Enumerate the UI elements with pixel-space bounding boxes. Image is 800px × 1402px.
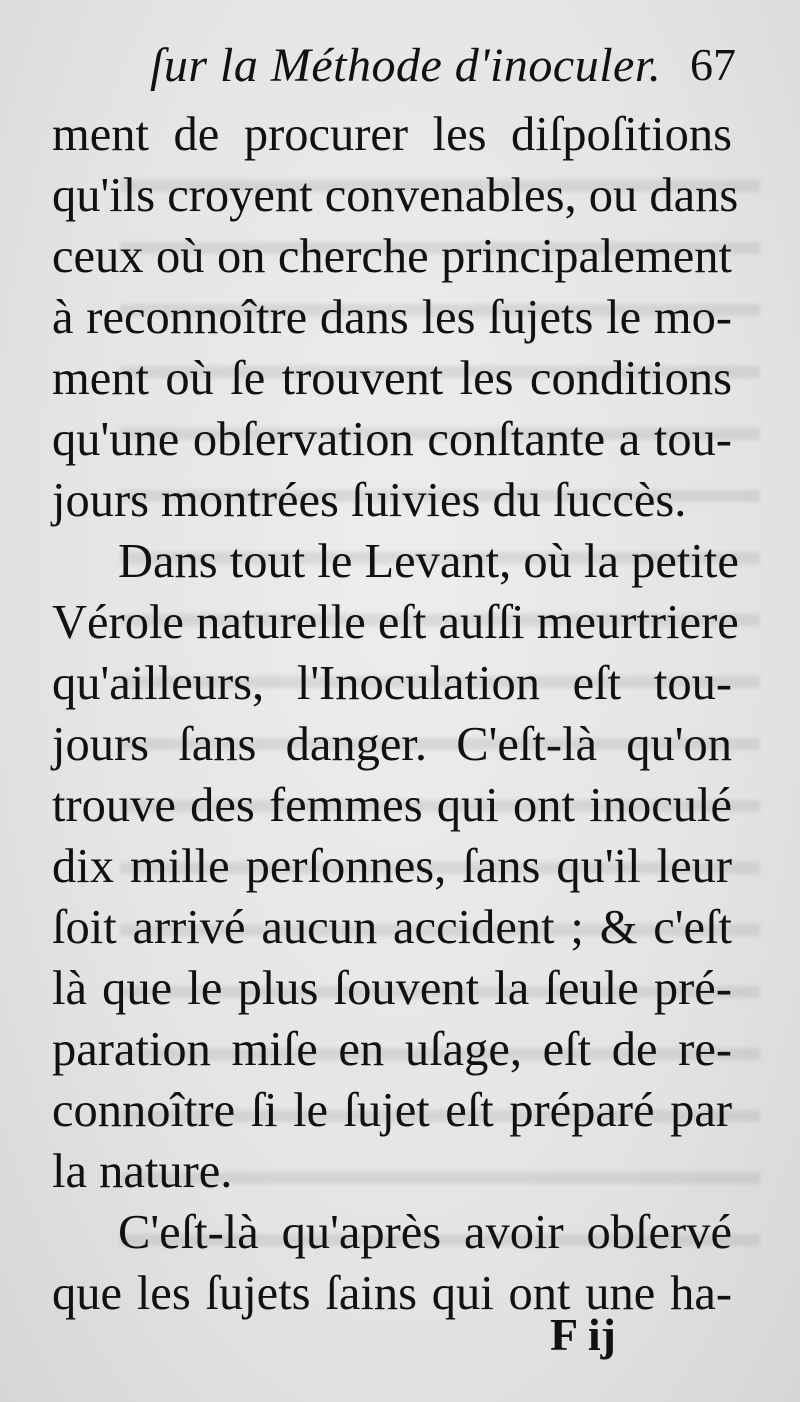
text-line: ceux où on cherche principalement	[52, 230, 732, 283]
page-header	[150, 38, 740, 108]
signature-mark: F ij	[550, 1309, 616, 1360]
text-line: que les ſujets ſains qui ont une ha-	[52, 1267, 732, 1320]
body-text	[52, 104, 739, 1324]
text-line: qu'une obſervation conſtante a tou-	[52, 413, 732, 466]
text-line: ſoit arrivé aucun accident ; & c'eſt	[52, 901, 732, 954]
text-line: ment de procurer les diſpoſitions	[52, 108, 732, 161]
paragraph-first-line: C'eſt-là qu'après avoir obſervé	[118, 1206, 732, 1259]
page-number: 67	[690, 39, 736, 90]
text-line: qu'ils croyent convenables, ou dans	[52, 169, 739, 222]
text-line: qu'ailleurs, l'Inoculation eſt tou-	[52, 657, 732, 710]
text-line: jours montrées ſuivies du ſuccès.	[52, 474, 687, 527]
text-line: à reconnoître dans les ſujets le mo-	[52, 291, 732, 344]
text-line: jours ſans danger. C'eſt-là qu'on	[52, 718, 732, 771]
paragraph-first-line: Dans tout le Levant, où la petite	[118, 535, 739, 588]
text-line: ment où ſe trouvent les conditions	[52, 352, 732, 405]
text-line: Vérole naturelle eſt auſſi meurtriere	[52, 596, 739, 649]
text-line: là que le plus ſouvent la ſeule pré-	[52, 962, 732, 1015]
text-line: trouve des femmes qui ont inoculé	[52, 779, 732, 832]
text-line: connoître ſi le ſujet eſt préparé par	[52, 1084, 732, 1137]
text-line: la nature.	[52, 1145, 233, 1198]
text-line: dix mille perſonnes, ſans qu'il leur	[52, 840, 732, 893]
running-title: ſur la Méthode d'inoculer.	[150, 39, 662, 92]
text-line: paration miſe en uſage, eſt de re-	[52, 1023, 732, 1076]
